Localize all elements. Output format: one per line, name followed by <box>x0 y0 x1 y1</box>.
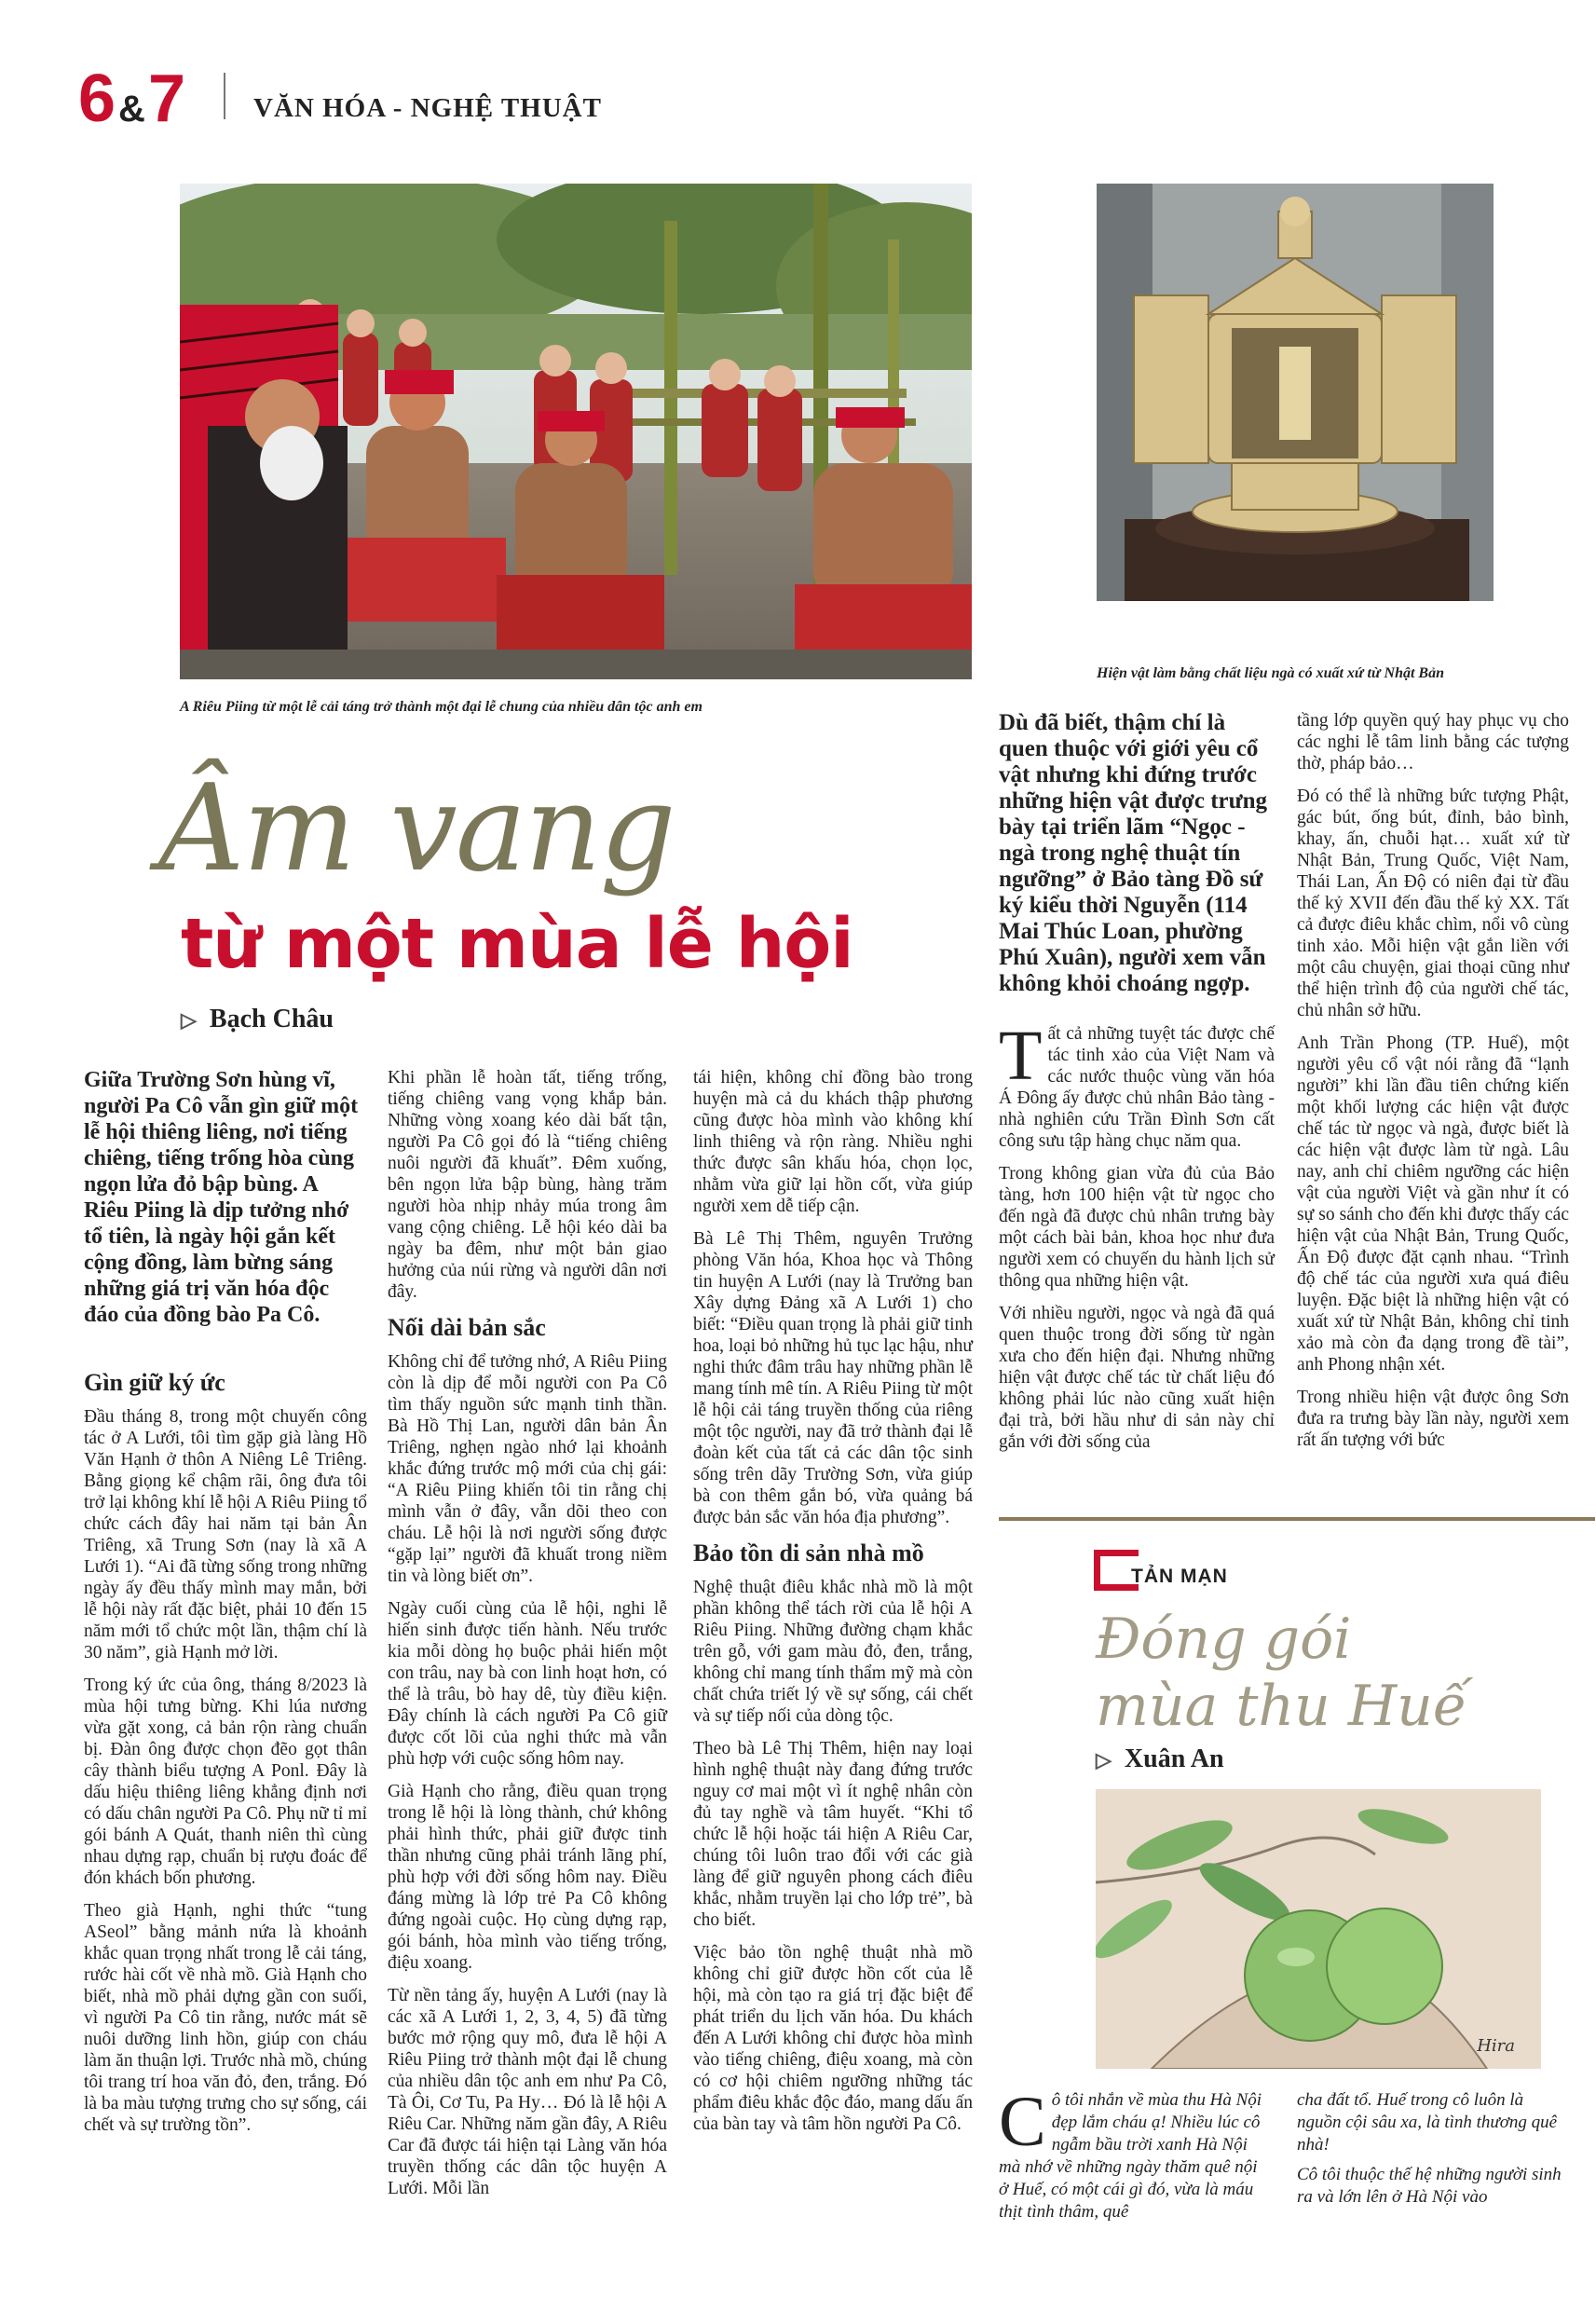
article1-column-3 <box>693 1067 973 2146</box>
article1-paragraph: tái hiện, không chỉ đồng bào trong huyện mà cả du khách thập phương cũng được hòa mình vào không khí linh thiêng và rộn ràng. Nhiều nghi thức được sân khấu hóa, chọn lọc, nhằm vừa giữ lại hồn cốt, vừa giúp người xem dễ tiếp cận. <box>693 1068 973 1216</box>
article1-paragraph: Việc bảo tồn nghệ thuật nhà mồ không chỉ giữ được hồn cốt của lễ hội, mà còn tạo ra giá trị đặc biệt để phát triển du lịch văn hóa. Du khách đến A Lưới không chỉ được hòa mình vào tiếng chiêng, điệu xoang, mà còn có cơ hội chiêm ngưỡng những tác phẩm điêu khắc độc đáo, mang dấu ấn của bàn tay và tâm hồn người Pa Cô. <box>693 1943 973 2134</box>
article1-paragraph: Theo bà Lê Thị Thêm, hiện nay loại hình nghệ thuật này đang đứng trước nguy cơ mai một vì ít nghệ nhân còn đủ tay nghề và tâm huyết. “Khi tổ chức lễ hội hoặc tái hiện A Riêu Car, chúng tôi luôn trao đổi với các già làng để giữ nguyên phong cách điêu khắc, nhằm truyền lại cho lớp trẻ”, bà cho biết. <box>693 1739 973 1930</box>
article3-paragraph: cha đất tổ. Huế trong cô luôn là nguồn cội sâu xa, là tình thương quê nhà! <box>1297 2090 1558 2155</box>
article1-column-1 <box>84 1067 367 2147</box>
article1-paragraph: Theo già Hạnh, nghi thức “tung ASeol” bằng mảnh nứa là khoảnh khắc quan trọng nhất trong lễ cải táng, rước hài cốt về nhà mồ. Già Hạnh cho biết, nhà mồ phải dựng gần con suối, vì người Pa Cô tin rằng, nước mát sẽ nuôi dưỡng linh hồn, giúp con cháu làm ăn thuận lợi. Trước nhà mồ, chúng tôi trang trí hoa văn đỏ, đen, trắng. Đó là ba màu tượng trưng cho sự sống, cái chết và sự trường tồn”. <box>84 1901 367 2135</box>
article1-title-main: từ một mùa lễ hội <box>181 904 853 984</box>
article2-paragraph: Anh Trần Phong (TP. Huế), một người yêu cổ vật nói rằng đã “lạnh người” khi lần đầu tiên chứng kiến một khối lượng các hiện vật được chế tác từ ngọc và ngà, được biết là các hiện vật được làm từ ngà. Lâu nay, anh chỉ chiêm ngưỡng các hiện vật của người Việt và gần như ít có sự so sánh cho đến khi được thấy các hiện vật của Nhật Bản, Trung Quốc, Ấn Độ được đặt cạnh nhau. “Trình độ chế tác của người xưa quá điêu luyện. Đặc biệt là những hiện vật có xuất xứ từ Nhật Bản, không chỉ tinh xảo mà còn đa dạng trong đề tài”, anh Phong nhận xét. <box>1297 1033 1569 1375</box>
ivory-shrine-illustration <box>1097 184 1494 601</box>
pomelo-illustration <box>1096 1789 1541 2069</box>
pomelo-drawing <box>1096 1789 1541 2069</box>
article3-paragraph-1: Cô tôi nhắn về mùa thu Hà Nội đẹp lắm cháu ạ! Nhiều lúc cô ngẫm bầu trời xanh Hà Nội mà nhớ về những ngày thăm quê nội ở Huế, có một cái gì đó, vừa là máu thịt tình thâm, quê <box>999 2083 1262 2222</box>
section-divider <box>999 1517 1595 1521</box>
article1-subheading-3: Bảo tồn di sản nhà mồ <box>693 1539 924 1566</box>
article1-author: Bạch Châu <box>209 1005 334 1033</box>
ivory-photo <box>1097 184 1494 601</box>
article2-paragraph: tầng lớp quyền quý hay phục vụ cho các nghi lễ tâm linh bằng các tượng thờ, pháp bảo… <box>1297 711 1569 773</box>
article1-subheading-1: Gìn giữ ký ức <box>84 1369 225 1396</box>
article1-paragraph: Trong ký ức của ông, tháng 8/2023 là mùa hội tưng bừng. Khi lúa nương vừa gặt xong, cả bản rộn ràng chuẩn bị. Đàn ông được chọn đẽo gọt thân cây thành biểu tượng A Ponl. Đây là dấu hiệu thiêng liêng khẳng định nơi có dấu chân người Pa Cô. Phụ nữ tỉ mỉ gói bánh A Quát, thanh niên thì cùng nhau dựng rạp, chuẩn bị rượu đoác để đón khách bốn phương. <box>84 1676 367 1888</box>
article3-paragraph: Cô tôi thuộc thế hệ những người sinh ra và lớn lên ở Hà Nội vào <box>1297 2165 1562 2207</box>
article1-title-script: Âm vang <box>158 759 675 898</box>
play-triangle-icon: ▷ <box>1096 1748 1112 1772</box>
article3-title-line2: mùa thu Huế <box>1096 1674 1467 1739</box>
illustration-signature: Hira <box>1477 2036 1515 2056</box>
article3-title-line1: Đóng gói <box>1096 1607 1352 1672</box>
festival-photo-illustration <box>180 184 972 679</box>
article1-paragraph: Từ nền tảng ấy, huyện A Lưới (nay là các xã A Lưới 1, 2, 3, 4, 5) đã từng bước mở rộng quy mô, đưa lễ hội A Riêu Piing trở thành một đại lễ chung của nhiều dân tộc anh em như Pa Cô, Tà Ôi, Cơ Tu, Pa Hy… Đó là lễ hội A Riêu Car. Những năm gần đây, A Riêu Car đã được tái hiện tại Làng văn hóa truyền thống các dân tộc huyện A Lưới. Mỗi lần <box>388 1986 667 2198</box>
section-title: VĂN HÓA - NGHỆ THUẬT <box>253 93 602 123</box>
article2-paragraph: Đó có thể là những bức tượng Phật, gác bút, ống bút, đỉnh, bảo bình, khay, ấn, chuỗi hạt… xuất xứ từ Nhật Bản, Trung Quốc, Việt Nam, Thái Lan, Ấn Độ có niên đại từ đầu thế kỷ XVII đến đầu thế kỷ XX. Tất cả được điêu khắc chìm, nổi vô cùng tinh xảo. Mỗi hiện vật gắn liền với một câu chuyện, giai thoại cũng như thể hiện trình độ của người chế tác, chủ nhân sở hữu. <box>1297 787 1569 1020</box>
article2-column-2 <box>1297 710 1569 1462</box>
article3-byline <box>1096 1744 1224 1774</box>
article2-paragraph: Trong không gian vừa đủ của Bảo tàng, hơn 100 hiện vật từ ngọc cho đến ngà đã được chủ nhân trưng bày một cách bài bản, khoa học như đưa người xem có chuyến du hành lịch sử thông qua những hiện vật. <box>999 1164 1275 1291</box>
article2-column-1 <box>999 710 1275 1464</box>
article1-paragraph: Nghệ thuật điêu khắc nhà mồ là một phần không thể tách rời của lễ hội A Riêu Piing. Những đường chạm khắc trên gỗ, với gam màu đỏ, đen, trắng, không chỉ mang tính thẩm mỹ mà còn chất chứa triết lý về sự sống, cái chết và sự tiếp nối của dòng tộc. <box>693 1578 973 1726</box>
tan-man-label: TẢN MẠN <box>1131 1566 1228 1587</box>
ivory-caption: Hiện vật làm bằng chất liệu ngà có xuất xứ từ Nhật Bản <box>1097 665 1444 681</box>
article2-paragraph: Với nhiều người, ngọc và ngà đã quá quen thuộc trong đời sống từ ngàn xưa cho đến hiện đại. Nhưng những hiện vật được chế tác từ chất liệu đó không phải lúc nào cũng xuất hiện đại trà, bởi hầu như di sản này chỉ gắn với đời sống của <box>999 1304 1275 1452</box>
article1-subheading-2: Nối dài bản sắc <box>388 1314 546 1341</box>
article3-author: Xuân An <box>1124 1744 1224 1773</box>
article2-dropcap: T <box>999 1017 1043 1095</box>
article2-paragraph-1: Tất cả những tuyệt tác được chế tác tinh xảo của Việt Nam và các nước thuộc vùng văn hóa Á Đông ấy được chủ nhân Bảo tàng - nhà nghiên cứu Trần Đình Sơn cất công sưu tập hàng chục năm qua. <box>999 1017 1275 1151</box>
page-number-left: 6 <box>78 62 116 136</box>
festival-caption: A Riêu Piing từ một lễ cải táng trở thành một đại lễ chung của nhiều dân tộc anh em <box>180 699 703 715</box>
page-number <box>78 62 184 146</box>
article1-paragraph: Già Hạnh cho rằng, điều quan trọng trong lễ hội là lòng thành, chứ không phải hình thức, phải giữ được tinh thần nhưng cũng phải tránh lãng phí, phù hợp với đời sống hôm nay. Điều đáng mừng là lớp trẻ Pa Cô không đứng ngoài cuộc. Họ cùng dựng rạp, gói bánh, hòa mình vào tiếng trống, điệu xoang. <box>388 1782 667 1973</box>
article3-column-1 <box>999 2083 1263 2231</box>
article3-dropcap: C <box>999 2083 1046 2161</box>
article1-paragraph: Đầu tháng 8, trong một chuyến công tác ở A Lưới, tôi tìm gặp già làng Hồ Văn Hạnh ở thôn A Niêng Lê Triêng. Bằng giọng kể chậm rãi, ông đưa tôi trở lại không khí lễ hội A Riêu Piing tổ chức cách đây hai năm tại bản Ân Triêng, xã Trung Sơn (nay là xã A Lưới 1). “Ai đã từng sống trong những ngày ấy đều thấy mình may mắn, bởi lễ hội này rất đặc biệt, phải 10 đến 15 năm mới tổ chức một lần, thậm chí là 30 năm”, già Hạnh mở lời. <box>84 1407 367 1662</box>
article2-lead: Dù đã biết, thậm chí là quen thuộc với giới yêu cổ vật nhưng khi đứng trước những hiện vật được trưng bày tại triển lãm “Ngọc - ngà trong nghệ thuật tín ngưỡng” ở Bảo tàng Đồ sứ ký kiểu thời Nguyễn (114 Mai Thúc Loan, phường Phú Xuân), người xem vẫn không khỏi choáng ngợp. <box>999 710 1268 996</box>
article1-paragraph: Bà Lê Thị Thêm, nguyên Trưởng phòng Văn hóa, Khoa học và Thông tin huyện A Lưới (nay là Trưởng ban Xây dựng Đảng xã A Lưới 1) cho biết: “Điều quan trọng là phải giữ tinh hoa, loại bỏ những hủ tục lạc hậu, như nghi thức đâm trâu hay những phần lễ mang tính mê tín. A Riêu Piing từ một lễ hội cải táng truyền thống của riêng một tộc người, nay đã trở thành đại lễ đoàn kết của tất cả các dân tộc sinh sống trên dãy Trường Sơn, vừa giúp bà con thêm gắn bó, vừa quảng bá được bản sắc văn hóa địa phương”. <box>693 1229 973 1527</box>
article1-column-2 <box>388 1067 667 2210</box>
header-divider <box>224 73 225 119</box>
article1-paragraph: Ngày cuối cùng của lễ hội, nghi lễ hiến sinh được tiến hành. Nếu trước kia mỗi dòng họ buộc phải hiến một con trâu, nay bà con linh hoạt hơn, có thể là trâu, bò hay dê, tùy điều kiện. Đây chính là cách người Pa Cô giữ được cốt lõi của nghi thức mà vẫn phù hợp với cuộc sống hôm nay. <box>388 1599 667 1769</box>
article1-paragraph: Không chỉ để tưởng nhớ, A Riêu Piing còn là dịp để mỗi người con Pa Cô tìm thấy nguồn sức mạnh tinh thần. Bà Hồ Thị Lan, người dân bản Ân Triêng, nghẹn ngào nhớ lại khoảnh khắc đứng trước mộ mới của chị gái: “A Riêu Piing khiến tôi tin rằng chị mình vẫn ở đây, vẫn dõi theo con cháu. Lễ hội là nơi người sống được “gặp lại” người đã khuất trong niềm tin và lòng biết ơn”. <box>388 1352 667 1586</box>
article1-byline <box>181 1005 334 1034</box>
page-number-amp: & <box>118 89 144 130</box>
article1-lead: Giữa Trường Sơn hùng vĩ, người Pa Cô vẫn gìn giữ một lễ hội thiêng liêng, nơi tiếng chiêng, tiếng trống hòa cùng ngọn lửa đỏ bập bùng. A Riêu Piing là dịp tưởng nhớ tổ tiên, là ngày hội gắn kết cộng đồng, làm bừng sáng những giá trị văn hóa độc đáo của đồng bào Pa Cô. <box>84 1068 359 1327</box>
article1-paragraph: Khi phần lễ hoàn tất, tiếng trống, tiếng chiêng vang vọng khắp bản. Những vòng xoang kéo dài bất tận, người Pa Cô gọi đó là “tiếng chiêng nuôi người đã khuất”. Đêm xuống, bên ngọn lửa bập bùng, hàng trăm người hòa nhịp nhảy múa trong âm vang cộng chiêng. Lễ hội kéo dài ba ngày ba đêm, như một bản giao hưởng của núi rừng và người dân nơi đây. <box>388 1068 667 1302</box>
page-number-right: 7 <box>147 62 184 136</box>
festival-photo <box>180 184 972 679</box>
play-triangle-icon: ▷ <box>181 1008 197 1032</box>
article3-column-2 <box>1297 2089 1567 2216</box>
article2-paragraph: Trong nhiều hiện vật được ông Sơn đưa ra trưng bày lần này, người xem rất ấn tượng với bức <box>1297 1388 1569 1450</box>
